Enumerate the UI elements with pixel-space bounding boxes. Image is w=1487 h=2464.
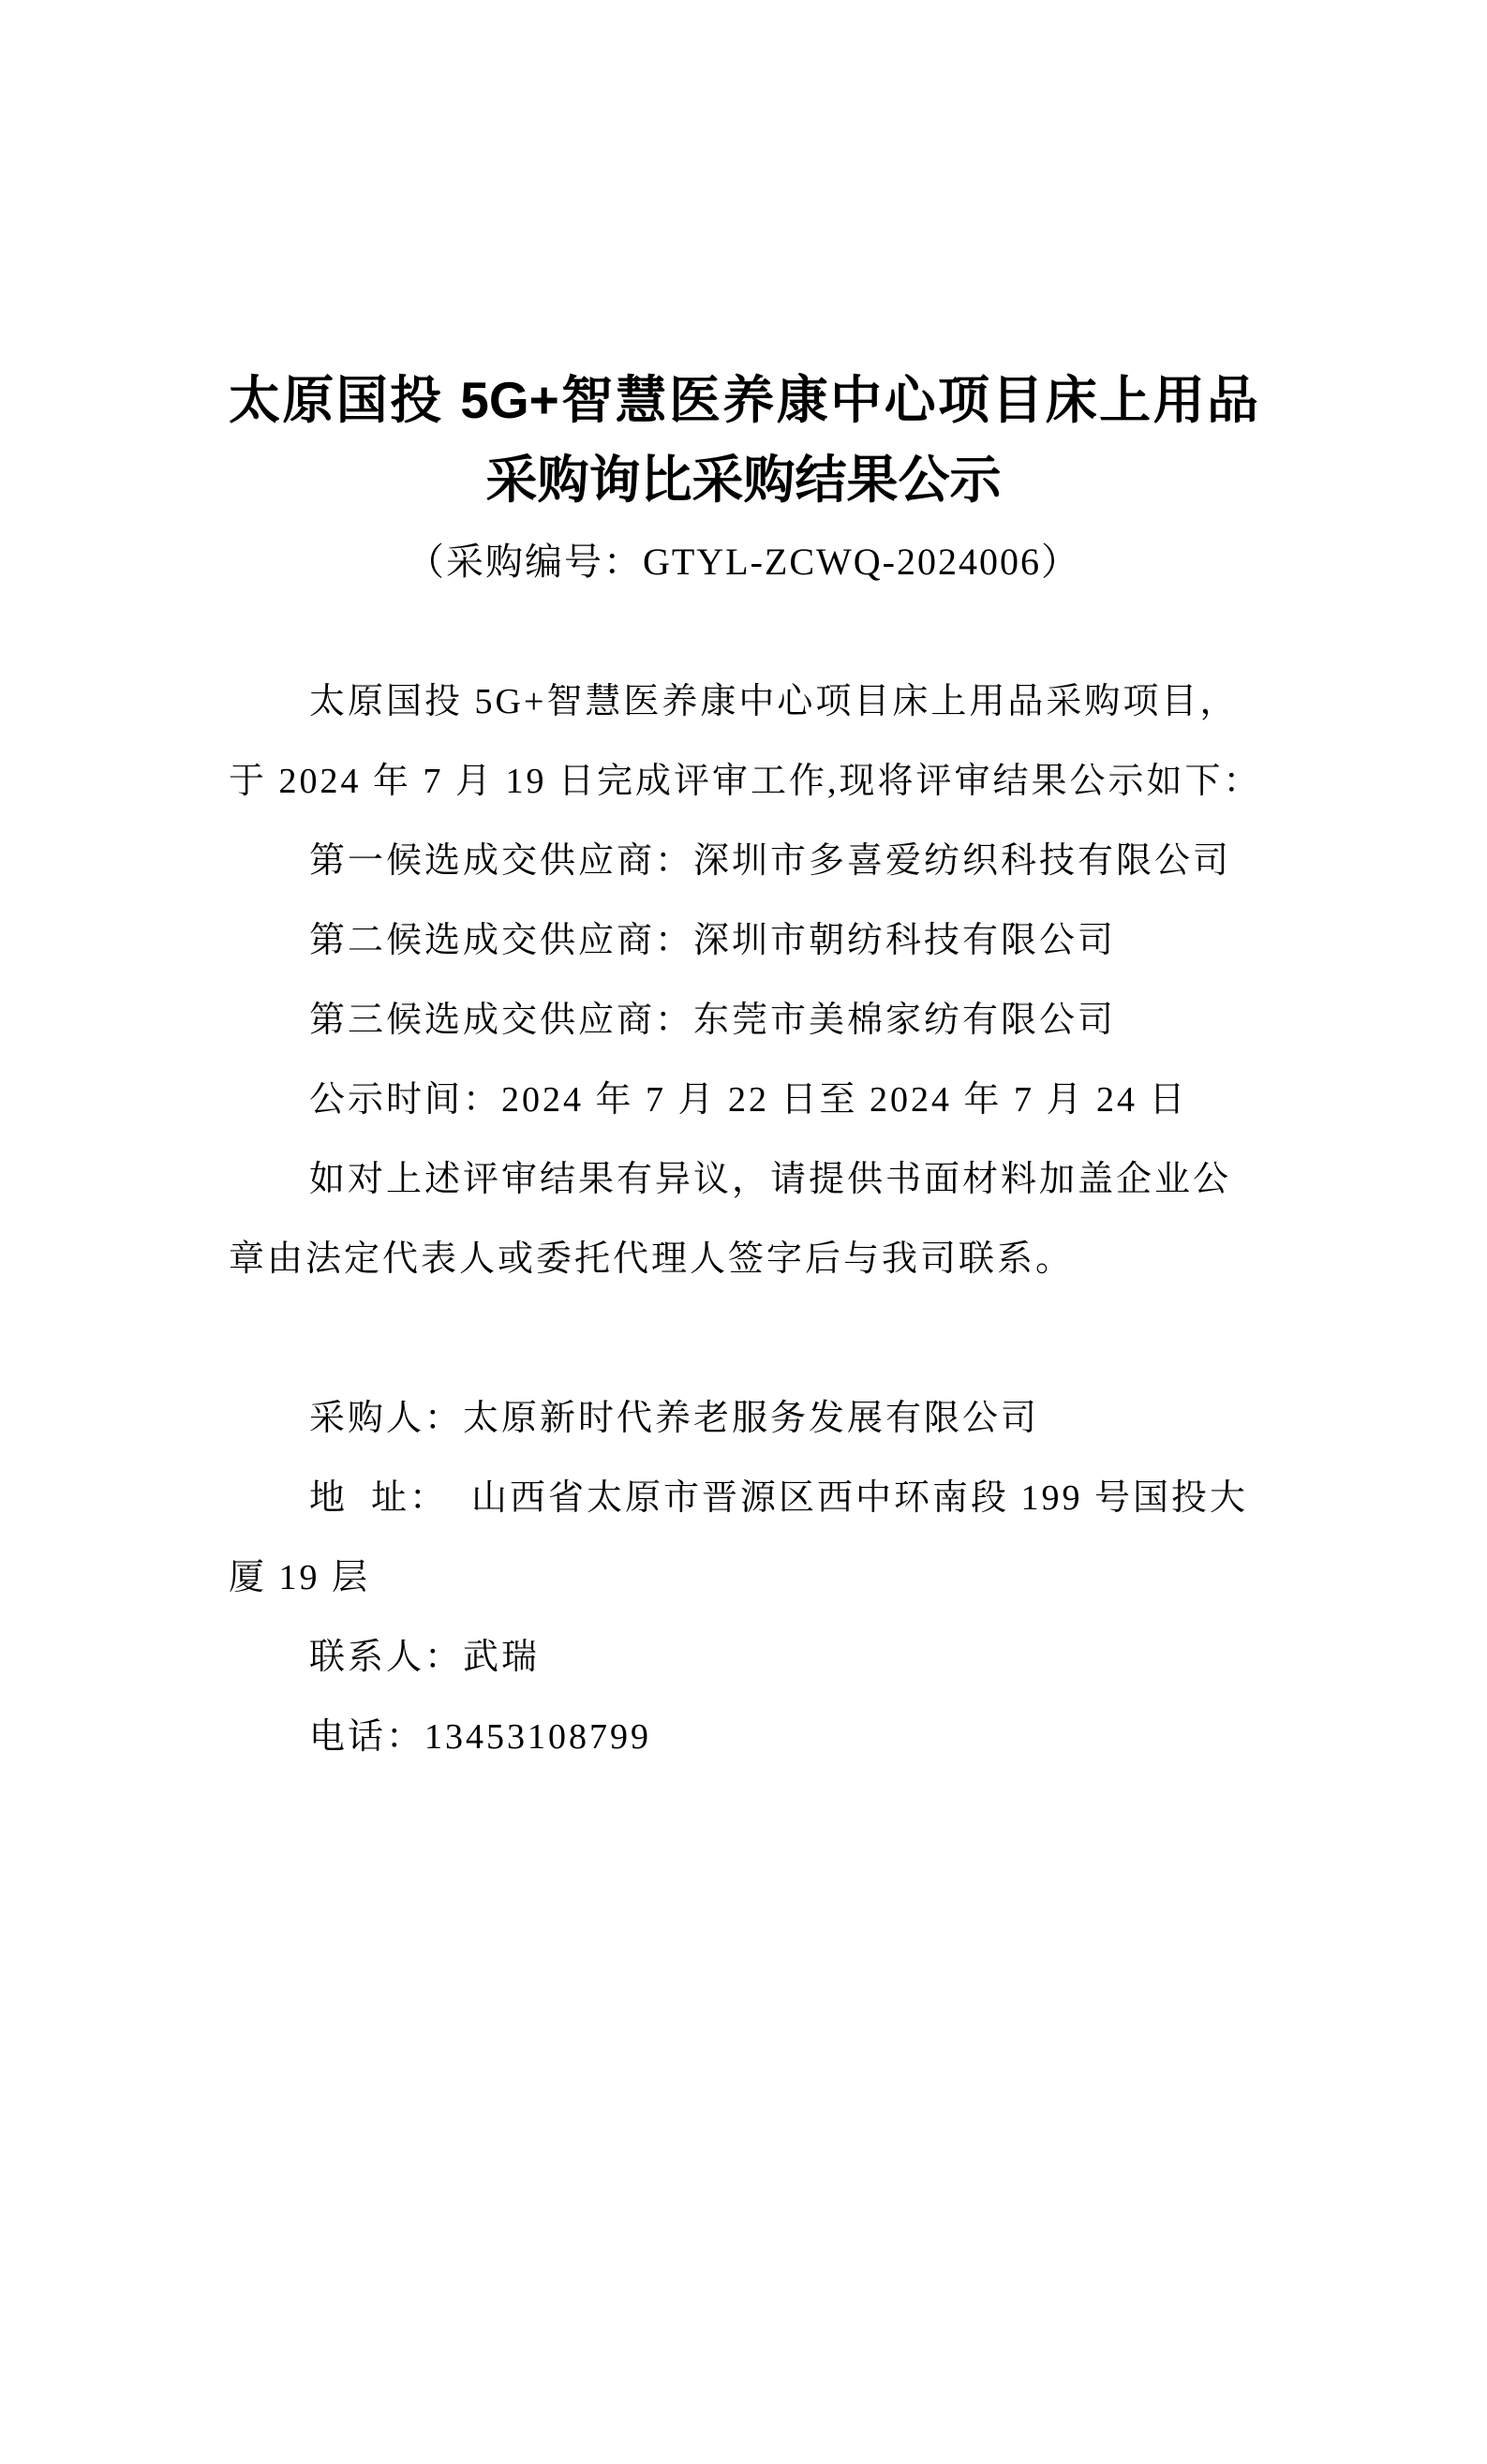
text-line: 第三候选成交供应商：东莞市美棉家纺有限公司 [309, 1001, 1117, 1040]
text-line: 第一候选成交供应商：深圳市多喜爱纺织科技有限公司 [309, 841, 1232, 881]
contact-info [229, 1379, 1258, 1777]
text-line: 采购人：太原新时代养老服务发展有限公司 [309, 1399, 1040, 1438]
text-line: 厦 19 层 [229, 1558, 371, 1597]
text-line: 第二候选成交供应商：深圳市朝纺科技有限公司 [309, 921, 1117, 960]
text-line: 公示时间：2024 年 7 月 22 日至 2024 年 7 月 24 日 [309, 1080, 1188, 1120]
title-line-1: 太原国投 5G+智慧医养康中心项目床上用品 [229, 371, 1258, 429]
document-title [229, 361, 1258, 520]
text-line: 太原国投 5G+智慧医养康中心项目床上用品采购项目， [309, 682, 1239, 721]
text-line: 联系人：武瑞 [309, 1638, 541, 1677]
text-line: 地 址： 山西省太原市晋源区西中环南段 199 号国投大 [309, 1478, 1249, 1518]
text-line: 于 2024 年 7 月 19 日完成评审工作,现将评审结果公示如下： [229, 762, 1262, 801]
text-line: 章由法定代表人或委托代理人签字后与我司联系。 [229, 1239, 1075, 1279]
document-content [229, 361, 1262, 1777]
procurement-number-line: （采购编号：GTYL-ZCWQ-2024006） [406, 541, 1081, 583]
body-text [229, 662, 1262, 1299]
title-line-2: 采购询比采购结果公示 [485, 451, 1002, 509]
text-line: 如对上述评审结果有异议，请提供书面材料加盖企业公 [309, 1160, 1232, 1199]
document-page [0, 361, 1487, 2464]
text-line: 电话：13453108799 [309, 1717, 652, 1757]
